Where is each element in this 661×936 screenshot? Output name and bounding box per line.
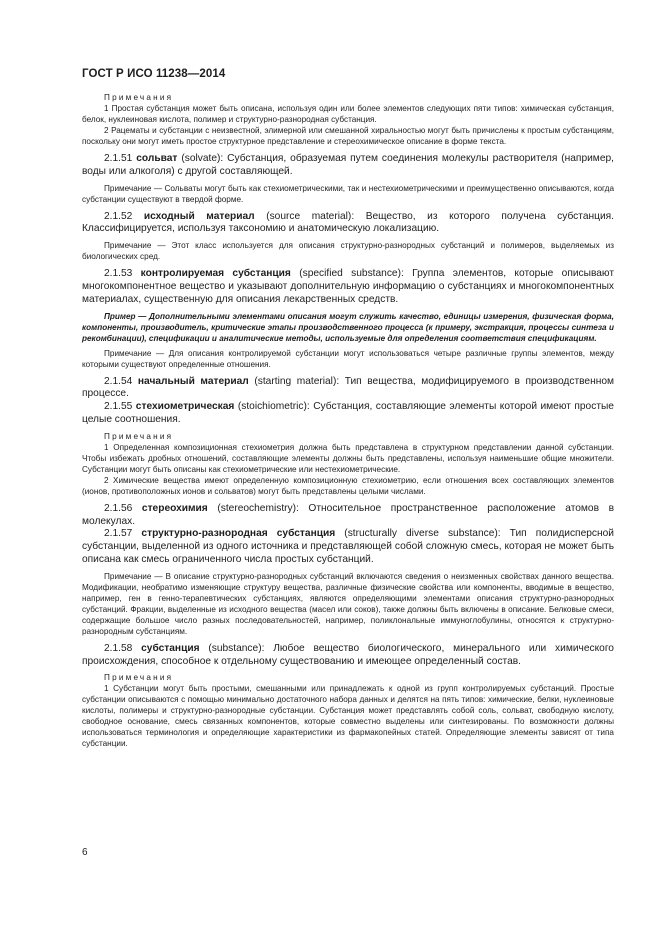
note-paragraph: 1 Субстанции могут быть простыми, смешанными или принадлежать к одной из групп контролируемых субстанций. Простые субстанции описываются с помощью минимально достаточного набора данных и делятся на пять типов: химические, белки, нуклеиновые кислоты, полимеры и структурно-разнородные субстанции. Субстанция может представлять собой соль, сольват, свободную кислоту, свободное основание, смесь связанных компонентов, которые совместно выделены или синтезированы. По возможности должны использоваться терминология и определяющие характеристики из фармакопейных статей. Определяющие элементы зависят от типа субстанции. <box>82 684 614 749</box>
definition-2-1-51 <box>82 153 614 179</box>
definition-text: (substance): Любое вещество биологического, минерального или химического происхождения, способное к отдельному существованию и имеющее определенный состав. <box>82 642 614 667</box>
note-paragraph: 2 Химические вещества имеют определенную композиционную стехиометрию, если отношения всех составляющих элементов (ионов, противоположных ионов и сольватов) могут быть представлены целыми числами. <box>82 475 614 496</box>
term: субстанция <box>141 642 200 654</box>
clause-number: 2.1.58 <box>104 642 133 654</box>
clause-number: 2.1.53 <box>104 268 133 280</box>
definition-text: (starting material): Тип вещества, модифицируемого в производственном процессе. <box>82 375 614 400</box>
clause-number: 2.1.55 <box>104 401 133 413</box>
note-paragraph: 2 Рацематы и субстанции с неизвестной, элимерной или смешанной хиральностью могут быть причислены к простым субстанциям, поскольку они могут иметь простое структурное представление и стереохимическое описание в форме текста. <box>82 126 614 146</box>
definition-text: (structurally diverse substance): Тип полидисперсной субстанции, выделенной из одного источника и представляющей собой сложную смесь, которая не может быть описана как смесь ограниченного числа простых субстанций. <box>82 528 614 565</box>
definition-2-1-54 <box>82 376 614 402</box>
term: структурно-разнородная субстанция <box>141 528 336 540</box>
definition-text: (source material): Вещество, из которого получена субстанция. Классифицируется, используя таксономию и анатомическую локализацию. <box>82 210 614 235</box>
definition-2-1-55 <box>82 401 614 427</box>
notes-heading: Примечания <box>104 93 174 102</box>
note-paragraph: 1 Определенная композиционная стехиометрия должна быть представлена в структурном представлении данной субстанции. Чтобы избежать дробных отношений, составляющие элементы должны быть представлены, используя наименьшие общие множители. Субстанции могут быть описаны как стехиометрические или нестехиометрические. <box>82 442 614 474</box>
term: сольват <box>136 153 178 164</box>
page-number: 6 <box>82 847 88 858</box>
clause-number: 2.1.51 <box>104 153 133 164</box>
definition-2-1-53 <box>82 268 614 306</box>
note-paragraph: Примечание — Для описания контролируемой субстанции могут использоваться четыре различные группы элементов, между которыми существуют определенные отношения. <box>82 348 614 369</box>
clause-number: 2.1.52 <box>104 210 133 222</box>
definition-2-1-56 <box>82 503 614 529</box>
page-content <box>82 92 614 749</box>
note-paragraph: Примечание — В описание структурно-разнородных субстанций включаются сведения о неизменных свойствах данного вещества. Модификации, необратимо изменяющие структуру вещества, различные физические свойства или компоненты, вводимые в вещество, например, ген в генно-терапевтических субстанциях, являются определяющими элементами описания структурно-разнородных субстанций. Фракции, выделенные из исходного вещества (масел или соков), также должны быть включены в описание. Белковые смеси, содержащие большое число разных последовательностей, например, поликлональные иммуноглобулины, относятся к структурно-разнородным субстанциям. <box>82 571 614 636</box>
notes-heading: Примечания <box>104 431 174 441</box>
clause-number: 2.1.54 <box>104 375 133 387</box>
note-paragraph: Примечание — Этот класс используется для описания структурно-разнородных субстанций и полимеров, выделяемых из биологических сред. <box>82 241 614 262</box>
note-paragraph: 1 Простая субстанция может быть описана, используя один или более элементов следующих пяти типов: химическая субстанция, белок, нуклеиновая кислота, полимер и структурно-разнородная субстанция. <box>82 104 614 124</box>
clause-number: 2.1.57 <box>104 528 133 540</box>
term: контролируемая субстанция <box>140 268 291 280</box>
definition-2-1-52 <box>82 211 614 237</box>
definition-text: (stoichiometric): Субстанция, составляющие элементы которой имеют простые целые соотношения. <box>82 401 614 425</box>
definition-text: (specified substance): Группа элементов, которые описывают многокомпонентное вещество и указывают дополнительную информацию о субстанциях и многокомпонентных материалах, существенную для описания лекарственных средств. <box>82 268 614 305</box>
definition-2-1-57 <box>82 528 614 566</box>
term: исходный материал <box>143 210 255 222</box>
definition-2-1-58 <box>82 643 614 669</box>
example-paragraph: Пример — Дополнительными элементами описания могут служить качество, единицы измерения, физическая форма, компоненты, производитель, критические этапы производственного процесса (к примеру, экстракция, процессы синтеза и рекомбинации), спецификации и аналитические методы, используемые для определения соответствия спецификациям. <box>82 311 614 343</box>
clause-number: 2.1.56 <box>104 502 133 514</box>
term: стехиометрическая <box>135 401 235 413</box>
notes-heading: Примечания <box>104 673 174 683</box>
definition-text: (solvate): Субстанция, образуемая путем соединения молекулы растворителя (например, воды или алкоголя) с другой составляющей. <box>82 153 614 177</box>
note-paragraph: Примечание — Сольваты могут быть как стехиометрическими, так и нестехиометрическими и преимущественно описываются, когда субстанции существуют в твердой форме. <box>82 183 614 204</box>
term: стереохимия <box>141 502 208 514</box>
definition-text: (stereochemistry): Относительное пространственное расположение атомов в молекулах. <box>82 502 614 527</box>
term: начальный материал <box>137 375 249 387</box>
standard-header: ГОСТ Р ИСО 11238—2014 <box>82 68 226 80</box>
